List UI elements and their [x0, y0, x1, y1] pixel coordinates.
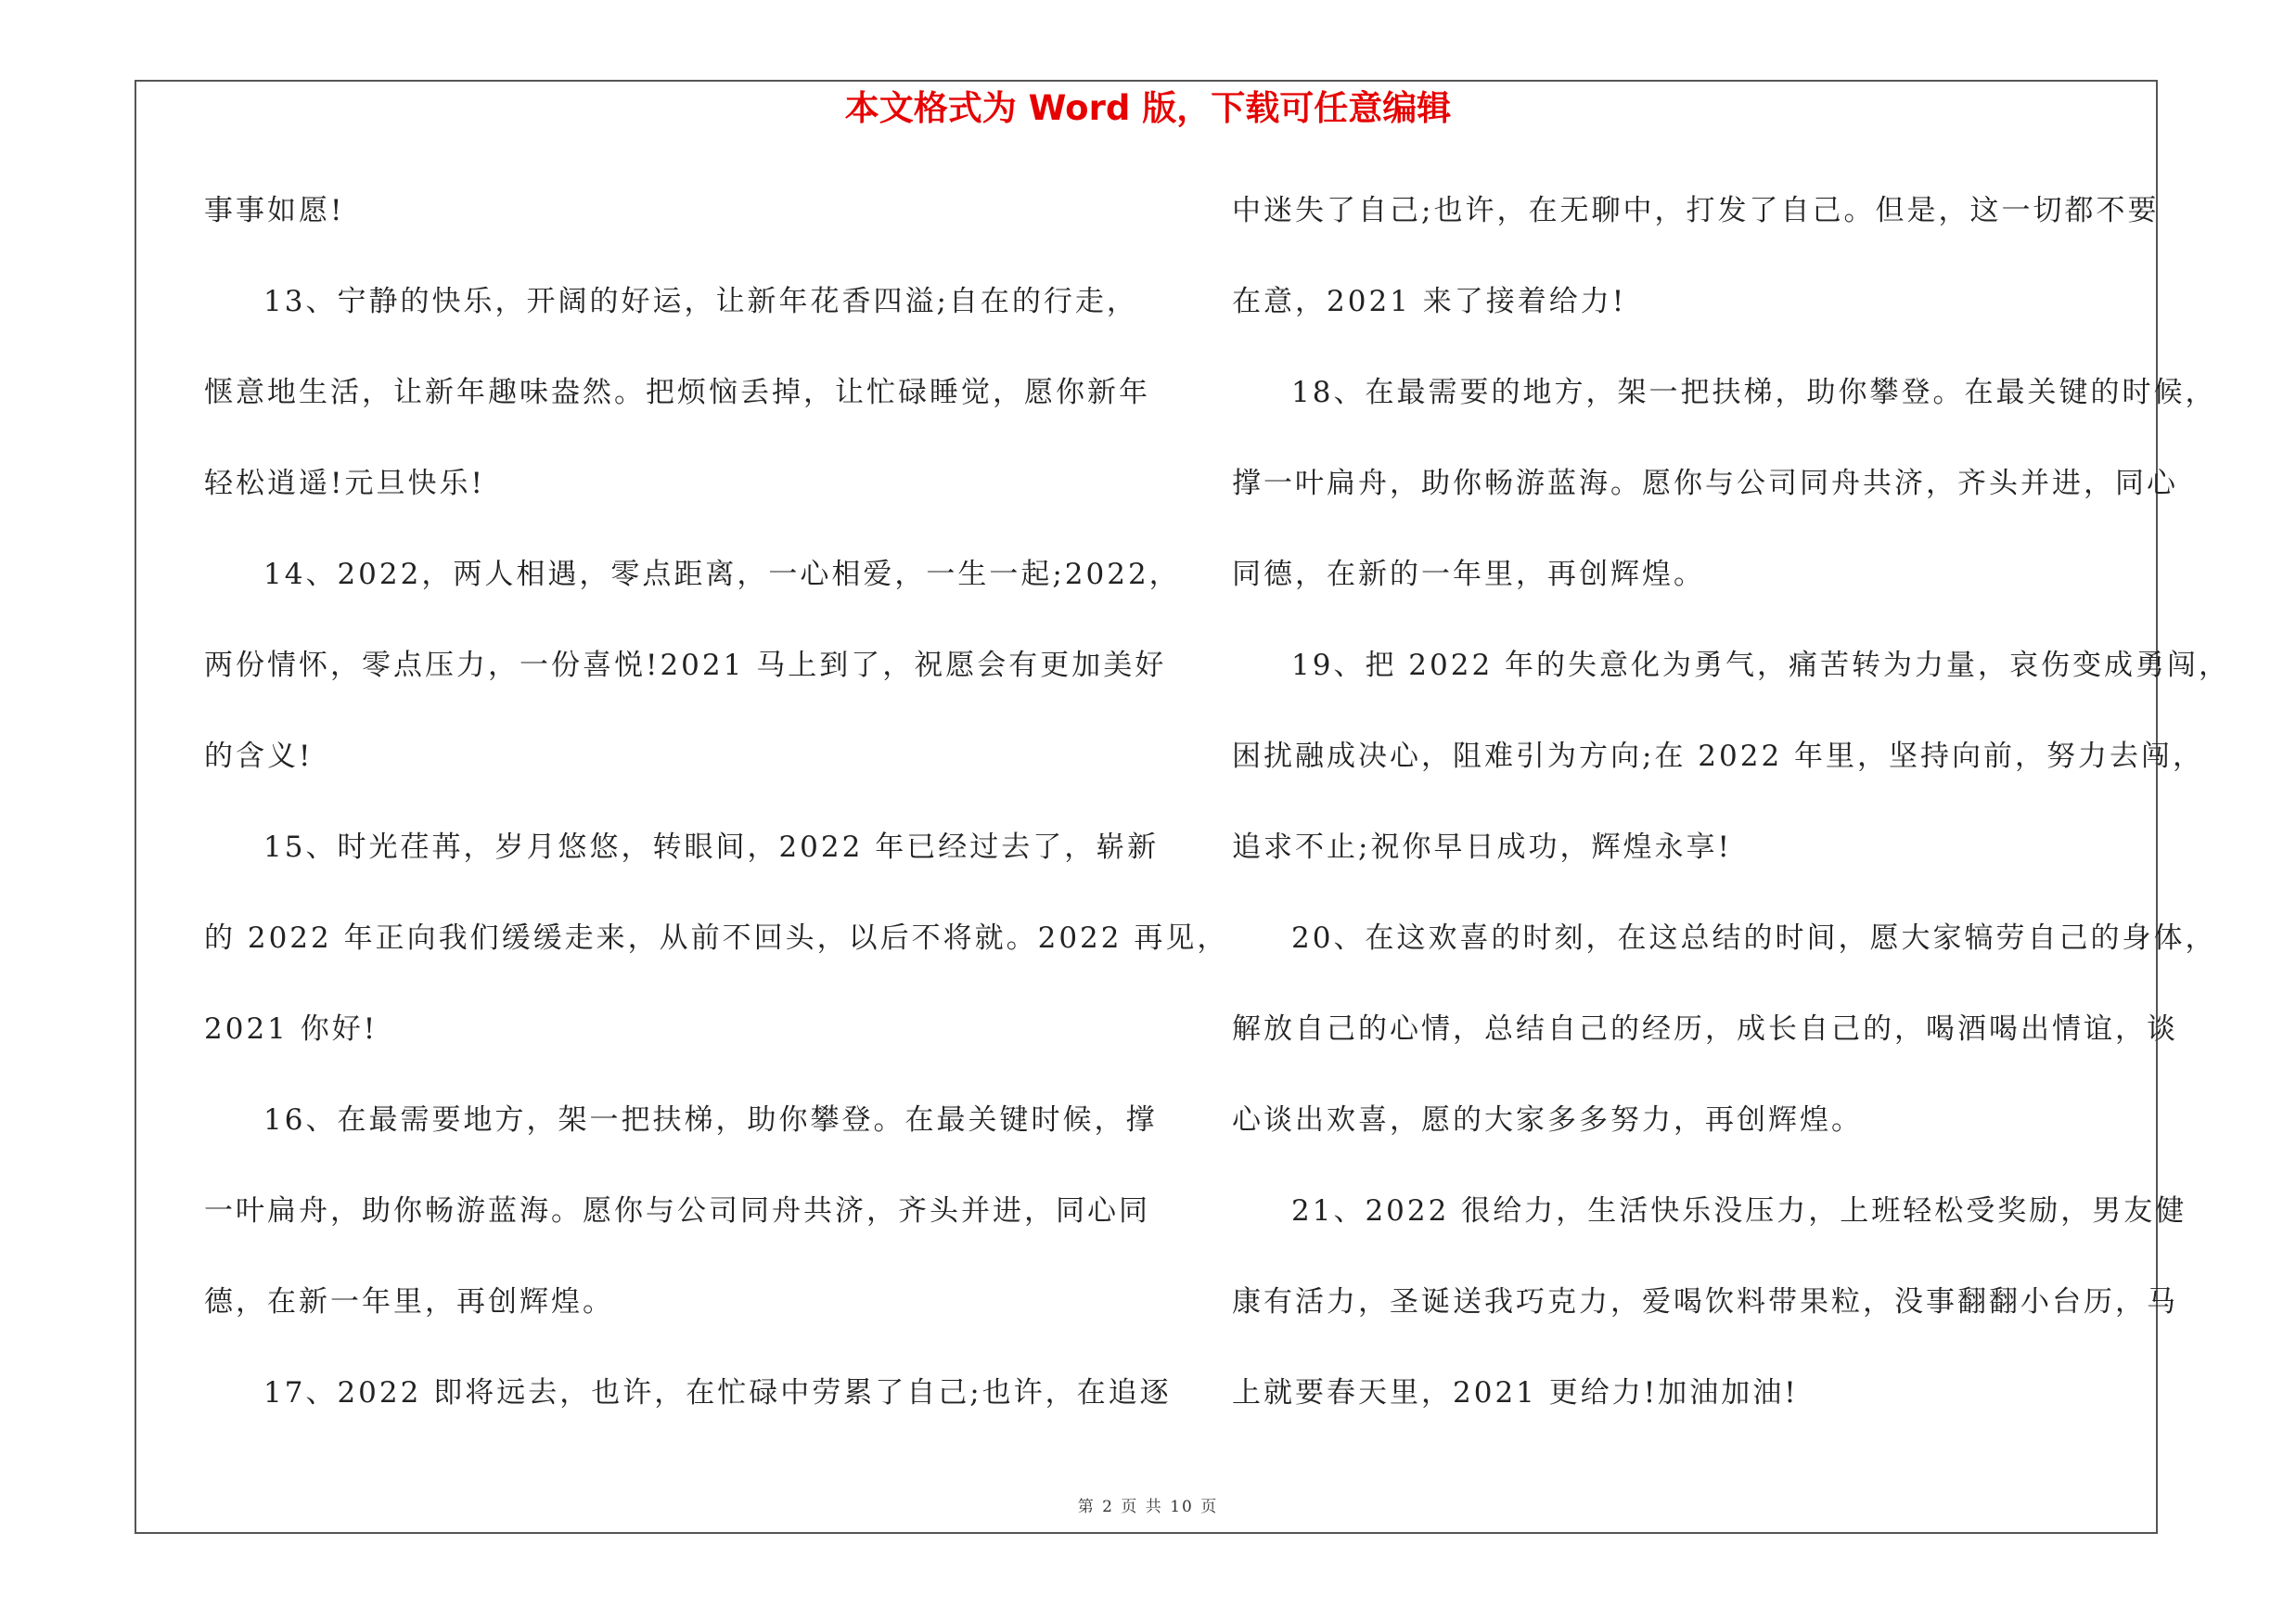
text-line: 康有活力，圣诞送我巧克力，爱喝饮料带果粒，没事翻翻小台历，马 [1232, 1285, 2178, 1319]
text-line: 德，在新一年里，再创辉煌。 [204, 1285, 614, 1319]
text-line: 一叶扁舟，助你畅游蓝海。愿你与公司同舟共济，齐头并进，同心同 [204, 1194, 1150, 1228]
text-line: 解放自己的心情，总结自己的经历，成长自己的，喝酒喝出情谊，谈 [1232, 1012, 2178, 1046]
text-line: 惬意地生活，让新年趣味盎然。把烦恼丢掉，让忙碌睡觉，愿你新年 [204, 376, 1150, 409]
text-line: 两份情怀，零点压力，一份喜悦!2021 马上到了，祝愿会有更加美好 [204, 649, 1167, 682]
text-line: 困扰融成决心，阻难引为方向;在 2022 年里，坚持向前，努力去闯， [1232, 740, 2205, 773]
text-line: 19、把 2022 年的失意化为勇气，痛苦转为力量，哀伤变成勇闯， [1291, 649, 2231, 682]
text-line: 15、时光荏苒，岁月悠悠，转眼间，2022 年已经过去了，崭新 [263, 831, 1160, 864]
text-line: 13、宁静的快乐，开阔的好运，让新年花香四溢;自在的行走， [263, 285, 1138, 318]
text-line: 16、在最需要地方，架一把扶梯，助你攀登。在最关键时候，撑 [263, 1103, 1158, 1137]
text-line: 同德，在新的一年里，再创辉煌。 [1232, 558, 1705, 591]
text-line: 2021 你好! [204, 1012, 378, 1046]
text-line: 中迷失了自己;也许，在无聊中，打发了自己。但是，这一切都不要 [1232, 194, 2160, 227]
page-number-footer: 第 2 页 共 10 页 [1077, 1498, 1219, 1516]
text-line: 18、在最需要的地方，架一把扶梯，助你攀登。在最关键的时候， [1291, 376, 2217, 409]
left-text-column [204, 187, 1229, 1461]
format-notice-banner: 本文格式为 Word 版，下载可任意编辑 [844, 88, 1452, 128]
text-line: 14、2022，两人相遇，零点距离，一心相爱，一生一起;2022， [263, 558, 1181, 591]
text-line: 追求不止;祝你早日成功，辉煌永享! [1232, 831, 1732, 864]
text-line: 轻松逍遥!元旦快乐! [204, 467, 485, 500]
text-line: 的含义! [204, 740, 314, 773]
text-line: 21、2022 很给力，生活快乐没压力，上班轻松受奖励，男友健 [1291, 1194, 2187, 1228]
text-line: 20、在这欢喜的时刻，在这总结的时间，愿大家犒劳自己的身体， [1291, 921, 2217, 955]
text-line: 心谈出欢喜，愿的大家多多努力，再创辉煌。 [1232, 1103, 1863, 1137]
text-line: 上就要春天里，2021 更给力!加油加油! [1232, 1376, 1799, 1410]
text-line: 在意，2021 来了接着给力! [1232, 285, 1627, 318]
right-text-column [1232, 187, 2231, 1461]
text-line: 撑一叶扁舟，助你畅游蓝海。愿你与公司同舟共济，齐头并进，同心 [1232, 467, 2178, 500]
text-line: 事事如愿! [204, 194, 345, 227]
text-line: 的 2022 年正向我们缓缓走来，从前不回头，以后不将就。2022 再见， [204, 921, 1229, 955]
text-line: 17、2022 即将远去，也许，在忙碌中劳累了自己;也许，在追逐 [263, 1376, 1172, 1410]
